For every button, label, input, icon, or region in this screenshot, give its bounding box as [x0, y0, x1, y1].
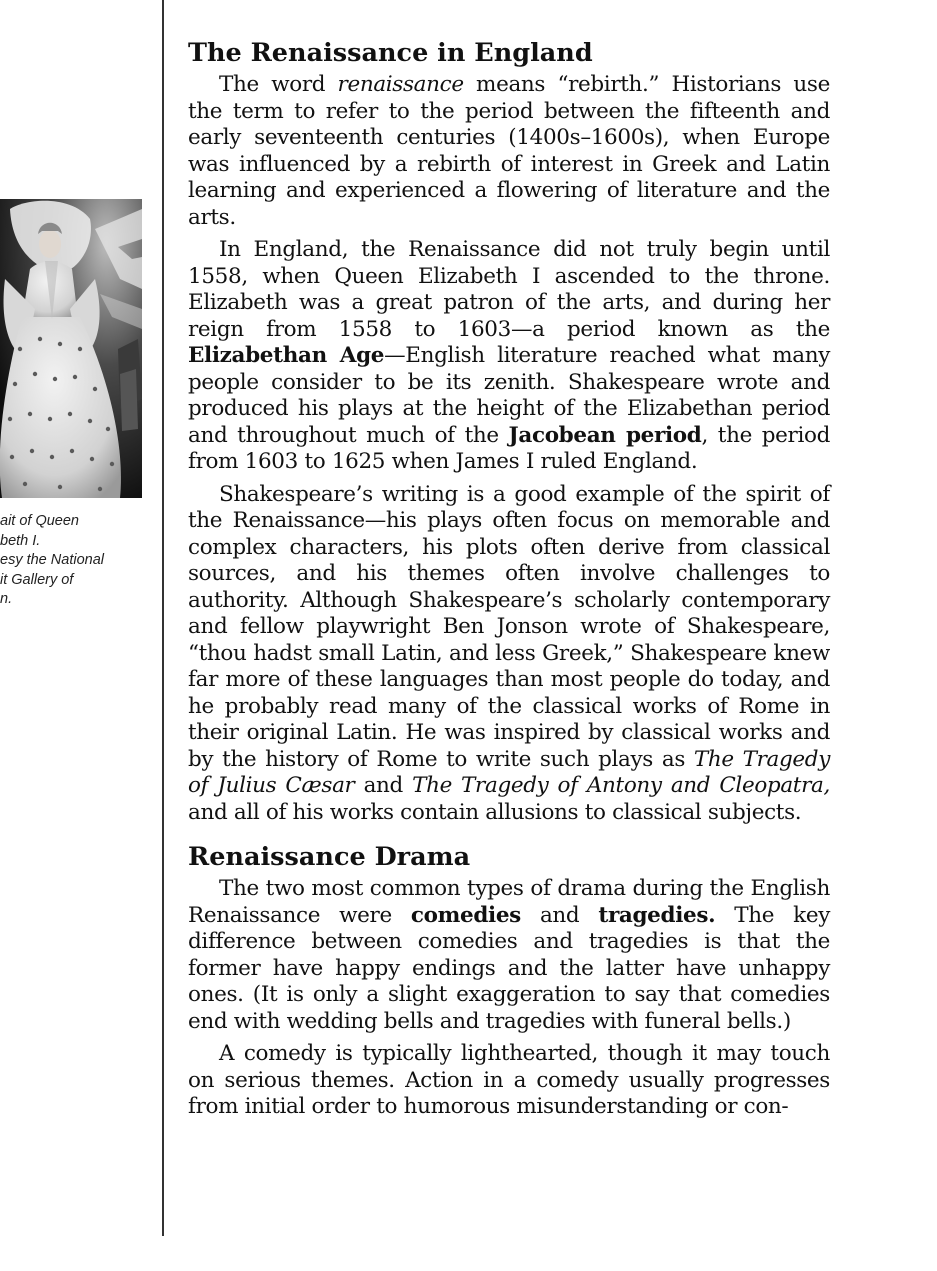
term-comedies: comedies: [410, 902, 521, 928]
section-heading-renaissance-drama: Renaissance Drama: [188, 842, 471, 872]
section-heading-renaissance-in-england: The Renaissance in England: [188, 38, 593, 68]
paragraph: The word renaissance means “rebirth.” Historians use the term to refer to the period between the fifteenth and early seventeenth centuries (1400s–1600s), when Europe was influenced by a rebirth of interest in Greek and Latin learning and experienced a flowering of literature and the arts.: [188, 72, 830, 230]
paragraph: In England, the Renaissance did not truly begin until 1558, when Queen Elizabeth I ascended to the throne. Elizabeth was a great patron of the arts, and during her reign from 1558 to 1603—a period known as the Elizabethan Age—English literature reached what many people consider to be its zenith. Shakespeare wrote and produced his plays at the height of the Elizabethan period and throughout much of the Jacobean period, the period from 1603 to 1625 when James I ruled England.: [188, 237, 830, 474]
title-antony-cleopatra: The Tragedy of Antony and Cleopatra,: [412, 773, 830, 798]
portrait-caption: ait of Queen beth I. esy the National it Gallery of n.: [0, 513, 104, 607]
portrait-queen-elizabeth-svg: [0, 199, 142, 498]
title-julius-caesar: The Tragedy of Julius Cæsar: [188, 746, 830, 798]
paragraph: Shakespeare’s writing is a good example of the spirit of the Renaissance—his plays often focus on memorable and complex characters, his plots often derive from classical sources, and his themes often involve challenges to authority. Although Shakespeare’s scholarly contemporary and fellow playwright Ben Jonson wrote of Shakespeare, “thou hadst small Latin, and less Greek,” Shakespeare knew far more of these languages than most people do today, and he probably read many of the classical works of Rome in their original Latin. He was inspired by classical works and by the history of Rome to write such plays as The Tragedy of Julius Cæsar and The Tragedy of Antony and Cleopatra, and all of his works contain allusions to classical subjects.: [188, 481, 830, 825]
term-tragedies: tragedies.: [598, 902, 716, 928]
term-elizabethan-age: Elizabethan Age: [188, 343, 385, 368]
paragraph: A comedy is typically lighthearted, though it may touch on serious themes. Action in a comedy usually progresses from initial order to humorous misunderstanding or con-: [188, 1041, 830, 1119]
portrait-image: [0, 199, 142, 498]
paragraph: The two most common types of drama during the English Renaissance were comedies and tragedies. The key difference between comedies and tragedies is that the former have happy endings and the latter have unhappy ones. (It is only a slight exaggeration to say that comedies end with wedding bells and tragedies with funeral bells.): [188, 876, 830, 1034]
term-jacobean-period: Jacobean period: [508, 422, 702, 448]
main-text-column: [188, 38, 830, 1121]
column-divider: [162, 0, 164, 1236]
